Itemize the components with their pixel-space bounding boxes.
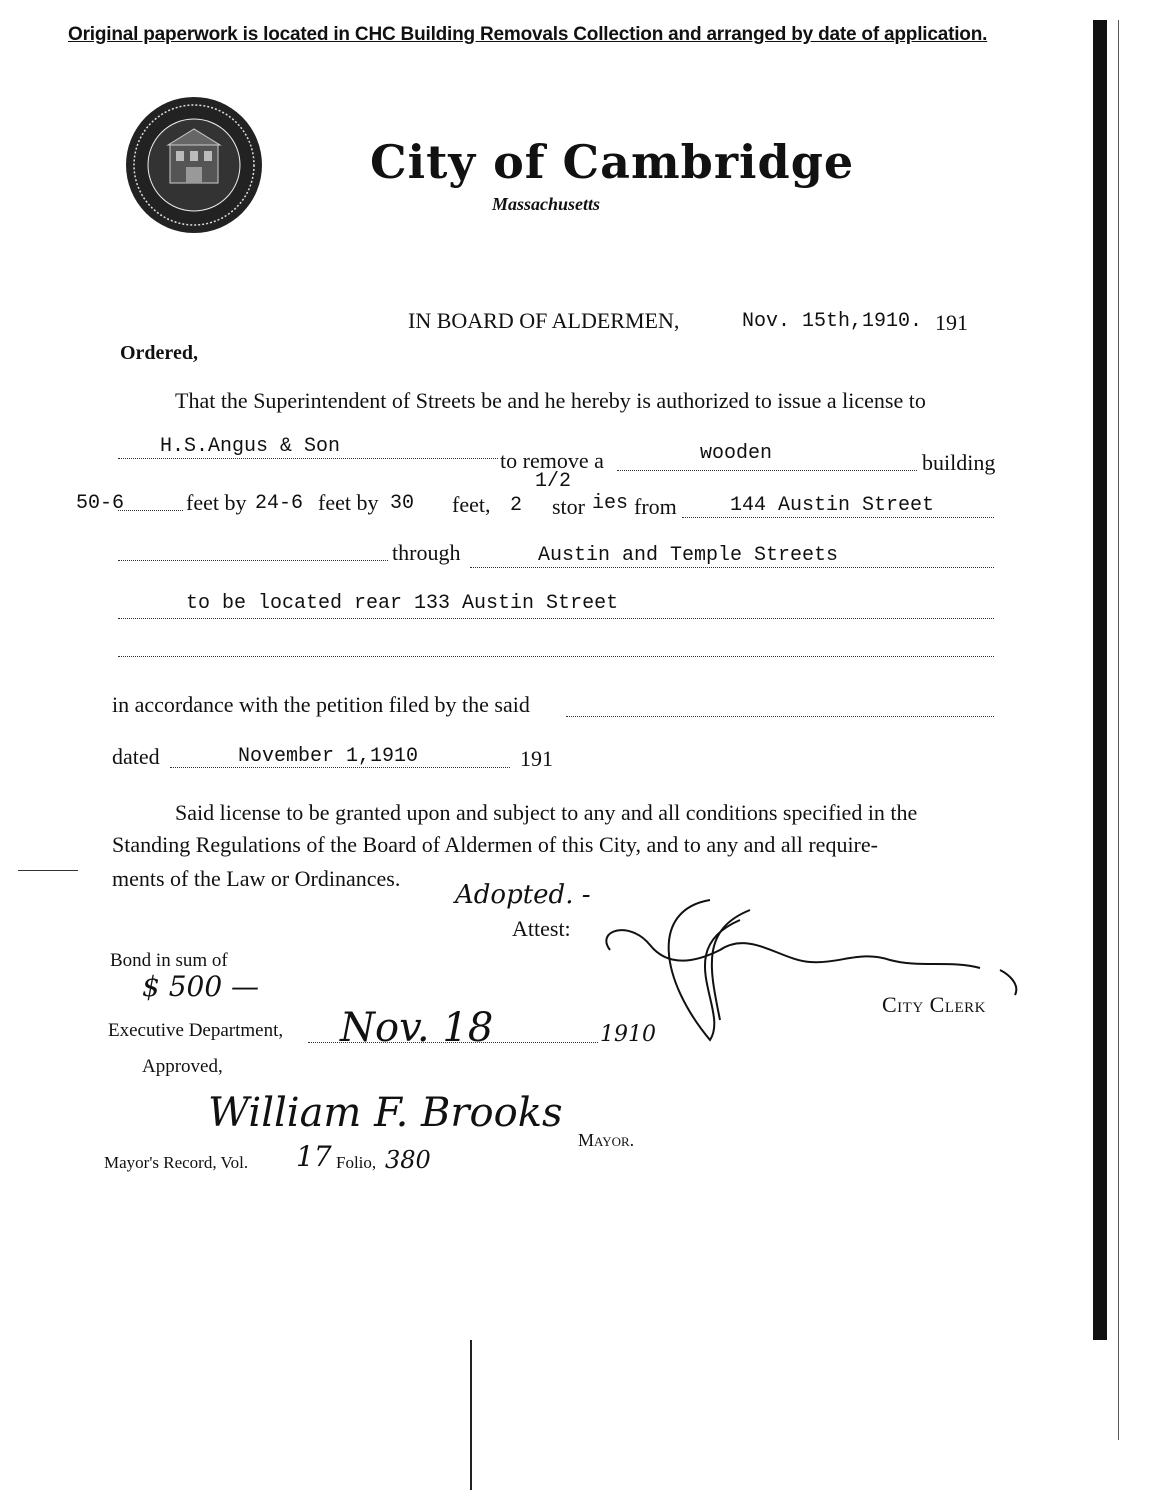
adopted-note: Adopted. - xyxy=(455,880,591,910)
feet-by-label-1: feet by xyxy=(186,490,247,515)
licensee-line xyxy=(118,458,498,459)
record-vol-label: Mayor's Record, Vol. xyxy=(104,1153,249,1172)
city-clerk-label: City Clerk xyxy=(882,992,987,1017)
material-line xyxy=(617,470,917,471)
city-seal-icon xyxy=(124,95,264,235)
through-blank-line xyxy=(118,560,388,561)
conditions-line-2: Standing Regulations of the Board of Aldermen of this City, and to any and all require- xyxy=(112,832,878,857)
destination: to be located rear 133 Austin Street xyxy=(186,592,619,615)
height: 30 xyxy=(390,492,415,515)
approved-label: Approved, xyxy=(142,1056,223,1077)
board-year-prefix: 191 xyxy=(935,310,968,335)
petition-label: in accordance with the petition filed by the said xyxy=(112,692,530,717)
intro-text: That the Superintendent of Streets be and he hereby is authorized to issue a license to xyxy=(175,388,926,413)
length: 50-6 xyxy=(76,492,125,515)
record-folio-label: Folio, xyxy=(336,1153,377,1172)
from-address: 144 Austin Street xyxy=(730,494,935,517)
stories: 2 xyxy=(510,494,523,517)
scan-border-right xyxy=(1093,20,1107,1340)
stor-label: stor xyxy=(552,494,585,519)
from-label: from xyxy=(634,494,677,519)
route: Austin and Temple Streets xyxy=(538,544,839,567)
length-line xyxy=(118,510,183,511)
scan-artifact-mark xyxy=(18,870,78,871)
ies-suffix: ies xyxy=(592,492,629,515)
dated-label: dated xyxy=(112,744,160,769)
building-label: building xyxy=(922,450,996,475)
executive-date: Nov. 18 xyxy=(340,1005,494,1051)
executive-year: 1910 xyxy=(600,1022,656,1047)
record-folio: 380 xyxy=(385,1146,431,1174)
executive-label: Executive Department, xyxy=(108,1020,284,1041)
clerk-signature-icon xyxy=(590,890,1030,1060)
mayor-signature: William F. Brooks xyxy=(208,1090,563,1136)
archive-notice: Original paperwork is located in CHC Building Removals Collection and arranged by date of application. xyxy=(68,24,988,45)
destination-line xyxy=(118,618,994,619)
bond-label: Bond in sum of xyxy=(110,950,228,971)
from-line xyxy=(682,517,994,518)
dated-year: 191 xyxy=(520,746,553,771)
scan-artifact-line xyxy=(470,1340,472,1490)
document-title: City of Cambridge xyxy=(370,135,855,189)
stories-fraction: 1/2 xyxy=(535,470,572,493)
board-date: Nov. 15th,1910. xyxy=(742,310,923,333)
petition-line xyxy=(566,716,994,717)
mayor-label: Mayor. xyxy=(578,1130,635,1150)
width: 24-6 xyxy=(255,492,304,515)
feet-by-label-2: feet by xyxy=(318,490,379,515)
feet-label: feet, xyxy=(452,492,491,517)
dated-line xyxy=(170,767,510,768)
ordered-label: Ordered, xyxy=(120,342,198,364)
scan-border-line xyxy=(1118,20,1119,1440)
to-remove-label: to remove a xyxy=(500,448,604,473)
bond-amount: $ 500 — xyxy=(142,970,260,1003)
route-line xyxy=(470,567,994,568)
material: wooden xyxy=(700,442,773,465)
conditions-line-3: ments of the Law or Ordinances. xyxy=(112,866,401,891)
document-subtitle: Massachusetts xyxy=(492,194,601,214)
board-label: IN BOARD OF ALDERMEN, xyxy=(408,308,680,333)
record-vol: 17 xyxy=(296,1140,332,1173)
conditions-line-1: Said license to be granted upon and subject to any and all conditions specified in the xyxy=(175,800,918,825)
licensee: H.S.Angus & Son xyxy=(160,435,341,458)
through-label: through xyxy=(392,540,461,565)
attest-label: Attest: xyxy=(512,916,571,941)
blank-line xyxy=(118,656,994,657)
dated-value: November 1,1910 xyxy=(238,745,419,768)
